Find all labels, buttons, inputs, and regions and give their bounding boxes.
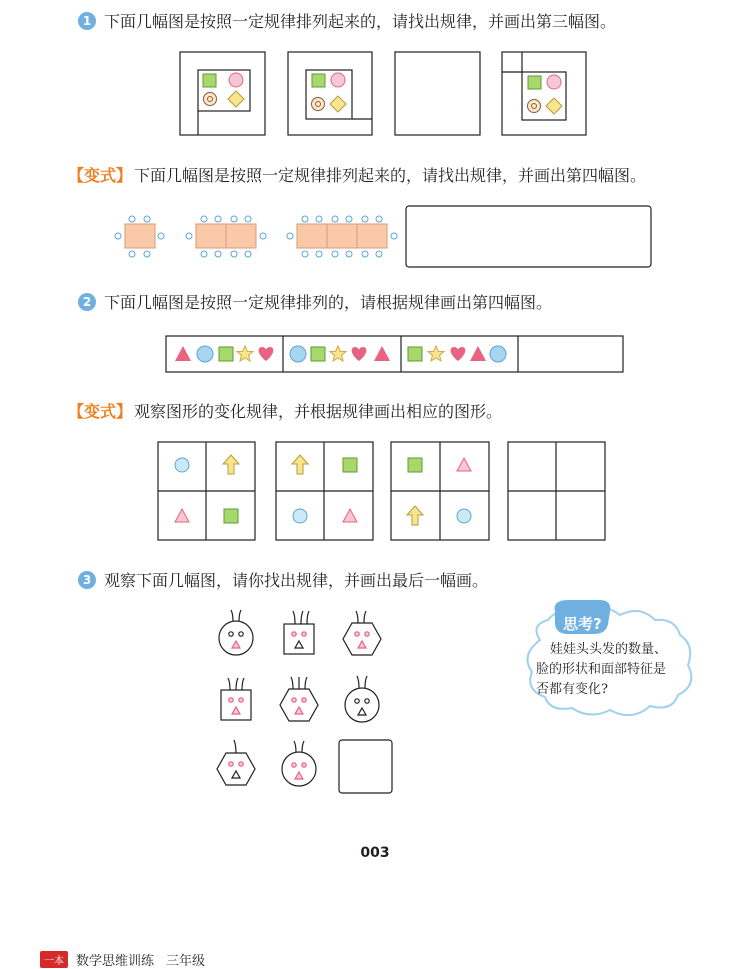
q3-answer-box[interactable] <box>339 740 392 793</box>
face-r3c2 <box>282 741 316 786</box>
v2-grid-1 <box>158 442 255 540</box>
think-line: 脸的形状和面部特征是 <box>536 662 667 677</box>
q1-figure-2 <box>288 52 372 135</box>
question-number: 1 <box>78 12 96 30</box>
think-title: 思考? <box>563 615 602 633</box>
think-line: 娃娃头头发的数量、 <box>550 642 668 657</box>
face-r2c2 <box>280 677 318 721</box>
question-number: 3 <box>78 571 96 589</box>
series-title: 数学思维训练 <box>76 954 155 969</box>
variant-tag: 【变式】 <box>68 402 133 421</box>
question-number: 2 <box>78 293 96 311</box>
v1-figure-3 <box>287 216 397 257</box>
v2-answer-grid[interactable] <box>508 442 605 540</box>
question-text: 观察下面几幅图，请你找出规律，并画出最后一幅画。 <box>104 571 489 590</box>
q2-answer-cell[interactable] <box>519 337 622 371</box>
page-number: 003 <box>360 845 390 861</box>
v1-figure-1 <box>115 216 164 257</box>
footer <box>40 950 205 969</box>
q1-answer-box[interactable] <box>395 52 480 135</box>
q3-faces <box>217 610 381 786</box>
think-line: 否都有变化? <box>536 682 608 697</box>
face-r2c1 <box>221 678 251 720</box>
v1-answer-box[interactable] <box>406 206 651 267</box>
question-text: 下面几幅图是按照一定规律排列起来的，请找出规律，并画出第三幅图。 <box>104 12 617 31</box>
v2-grid-2 <box>276 442 373 540</box>
grade-label: 三年级 <box>166 954 206 969</box>
brand-logo: 一本 <box>40 951 68 968</box>
variant-tag: 【变式】 <box>68 166 133 185</box>
question-text: 下面几幅图是按照一定规律排列的，请根据规律画出第四幅图。 <box>104 293 553 312</box>
q2-strip <box>166 336 623 372</box>
face-r1c3 <box>343 611 381 655</box>
question-text: 观察图形的变化规律，并根据规律画出相应的图形。 <box>134 402 503 421</box>
q1-figure-4 <box>502 52 586 135</box>
think-text <box>536 640 686 700</box>
v1-figure-2 <box>186 216 266 257</box>
q1-figure-1 <box>180 52 265 135</box>
face-r2c3 <box>345 676 379 722</box>
face-r1c1 <box>219 610 253 655</box>
v2-grid-3 <box>391 442 489 540</box>
face-r3c1 <box>217 740 255 785</box>
question-text: 下面几幅图是按照一定规律排列起来的，请找出规律，并画出第四幅图。 <box>134 166 647 185</box>
face-r1c2 <box>284 611 314 654</box>
